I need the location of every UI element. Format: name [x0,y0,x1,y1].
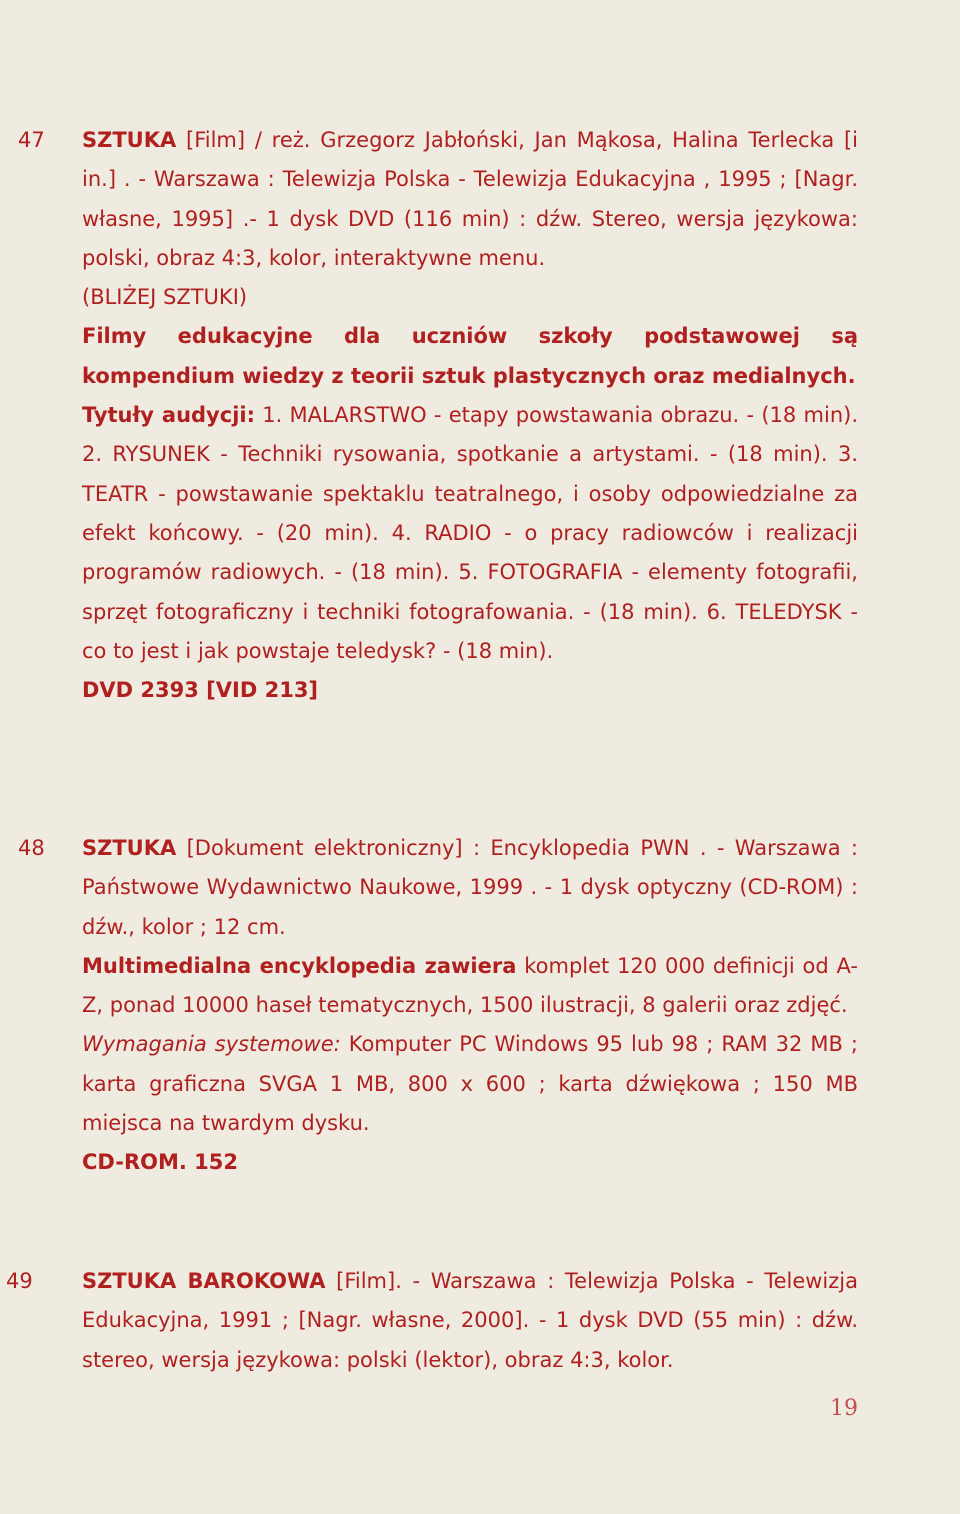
entry-number: 48 [18,836,45,860]
page-number: 19 [830,1396,858,1421]
entry-summary: Multimedialna encyklopedia zawiera komplet 120 000 definicji od A-Z, ponad 10000 haseł tematycznych, 1500 ilustracji, 8 galerii oraz zdjęć. [82,953,858,1018]
entry-description: SZTUKA BAROKOWA [Film]. - Warszawa : Telewizja Polska - Telewizja Edukacyjna, 1991 ; [Nagr. własne, 2000]. - 1 dysk DVD (55 min) : dźw. stereo, wersja językowa: polski (lektor), obraz 4:3, kolor. [82,1269,858,1372]
titles-label: Tytuły audycji: [82,403,255,428]
entry-title: SZTUKA [82,128,177,152]
entry-series: (BLIŻEJ SZTUKI) [82,285,248,310]
entry-titles: Tytuły audycji: 1. MALARSTWO - etapy powstawania obrazu. - (18 min). 2. RYSUNEK - Techniki rysowania, spotkanie a artystami. - (18 min). 3. TEATR - powstawanie spektaklu teatralnego, i osoby odpowiedzialne za efekt końcowy. - (20 min). 4. RADIO - o pracy radiowców i realizacji programów radiowych. - (18 min). 5. FOTOGRAFIA - elementy fotografii, sprzęt fotograficzny i techniki fotografowania. - (18 min). 6. TELEDYSK - co to jest i jak powstaje teledysk? - (18 min). [82,403,858,663]
entry-body [82,829,858,1183]
entry-description: SZTUKA [Dokument elektroniczny] : Encyklopedia PWN . - Warszawa : Państwowe Wydawnictwo Naukowe, 1999 . - 1 dysk optyczny (CD-ROM) : dźw., kolor ; 12 cm. [82,836,858,939]
entry-shelfmark: CD-ROM. 152 [82,1150,238,1175]
requirements-label: Wymagania systemowe: [82,1032,341,1057]
entry-title: SZTUKA [82,836,177,860]
entry-body [82,121,858,710]
entry-shelfmark: DVD 2393 [VID 213] [82,678,319,703]
entry-requirements: Wymagania systemowe: Komputer PC Windows 95 lub 98 ; RAM 32 MB ; karta graficzna SVGA 1 MB, 800 x 600 ; karta dźwiękowa ; 150 MB miejsca na twardym dysku. [82,1032,859,1136]
entry-body [82,1262,858,1380]
entry-title: SZTUKA BAROKOWA [82,1269,326,1293]
entry-summary: Filmy edukacyjne dla uczniów szkoły podstawowej są kompendium wiedzy z teorii sztuk plastycznych oraz medialnych. [82,324,858,388]
entry-number: 47 [18,128,45,152]
entry-number: 49 [6,1269,33,1293]
entry-description: SZTUKA [Film] / reż. Grzegorz Jabłoński, Jan Mąkosa, Halina Terlecka [i in.] . - Warszawa : Telewizja Polska - Telewizja Edukacyjna , 1995 ; [Nagr. własne, 1995] .- 1 dysk DVD (116 min) : dźw. Stereo, wersja językowa: polski, obraz 4:3, kolor, interaktywne menu. [82,128,858,270]
